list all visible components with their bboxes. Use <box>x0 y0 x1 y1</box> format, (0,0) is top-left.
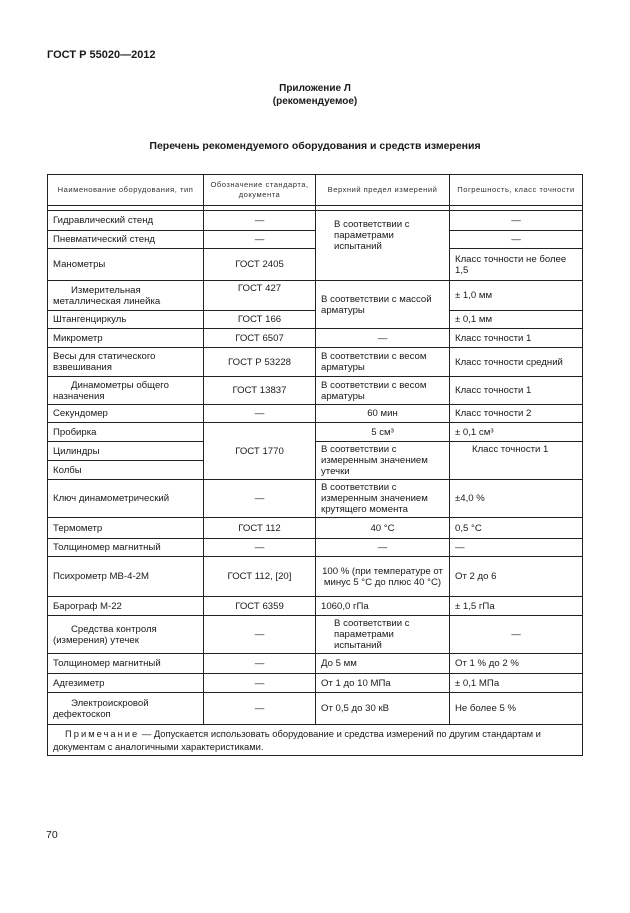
cell-error: — <box>450 231 583 249</box>
cell-designation: ГОСТ 427 <box>204 281 316 311</box>
cell-error: Класс точности средний <box>450 348 583 377</box>
cell-upper-limit: 1060,0 гПа <box>316 597 450 616</box>
cell-error: ± 1,5 гПа <box>450 597 583 616</box>
cell-name: Измерительная металлическая линейка <box>48 281 204 311</box>
table-row <box>48 405 583 423</box>
cell-designation: — <box>204 231 316 249</box>
cell-upper-limit: В соответствии с измеренным значением утечки <box>316 442 450 480</box>
header-error: Погрешность, класс точности <box>450 175 583 206</box>
cell-error: — <box>450 539 583 557</box>
table-row <box>48 442 583 461</box>
cell-upper-limit: — <box>316 329 450 348</box>
cell-name: Психрометр МВ-4-2М <box>48 557 204 597</box>
table-row <box>48 348 583 377</box>
cell-error: Класс точности 1 <box>450 377 583 405</box>
cell-upper-limit: От 1 до 10 МПа <box>316 674 450 693</box>
cell-error: — <box>450 616 583 654</box>
cell-upper-limit: 60 мин <box>316 405 450 423</box>
cell-upper-limit: До 5 мм <box>316 654 450 674</box>
cell-error: Не более 5 % <box>450 693 583 725</box>
cell-designation: ГОСТ 166 <box>204 311 316 329</box>
table-row <box>48 597 583 616</box>
table-row <box>48 616 583 654</box>
table-row <box>48 693 583 725</box>
cell-error: Класс точности 1 <box>450 442 583 480</box>
table-note-row <box>48 725 583 756</box>
cell-name: Микрометр <box>48 329 204 348</box>
cell-name: Адгезиметр <box>48 674 204 693</box>
header-upper-limit: Верхний предел измерений <box>316 175 450 206</box>
cell-upper-limit: От 0,5 до 30 кВ <box>316 693 450 725</box>
cell-upper-limit: В соответствии с параметрами испытаний <box>316 211 450 281</box>
table-row <box>48 423 583 442</box>
cell-name: Пневматический стенд <box>48 231 204 249</box>
table-row <box>48 539 583 557</box>
cell-error: ±4,0 % <box>450 480 583 518</box>
cell-error: ± 0,1 см³ <box>450 423 583 442</box>
cell-error: От 1 % до 2 % <box>450 654 583 674</box>
cell-upper-limit: В соответствии с весом арматуры <box>316 348 450 377</box>
table-row <box>48 654 583 674</box>
cell-name: Ключ динамометрический <box>48 480 204 518</box>
cell-name: Весы для статического взвешивания <box>48 348 204 377</box>
cell-name: Толщиномер магнитный <box>48 539 204 557</box>
cell-designation: — <box>204 539 316 557</box>
cell-upper-limit: 40 °С <box>316 518 450 539</box>
table-row <box>48 377 583 405</box>
table-row <box>48 249 583 281</box>
cell-designation: — <box>204 211 316 231</box>
cell-designation: ГОСТ 13837 <box>204 377 316 405</box>
note-text: — Допускается использовать оборудование и средства измерений по другим стандартам и документам с аналогичными характеристиками. <box>53 728 541 752</box>
table-row <box>48 557 583 597</box>
cell-upper-limit: В соответствии с весом арматуры <box>316 377 450 405</box>
cell-name: Цилиндры <box>48 442 204 461</box>
table-note <box>48 725 583 756</box>
cell-designation: ГОСТ Р 53228 <box>204 348 316 377</box>
cell-upper-limit: 100 % (при температуре от минус 5 °С до плюс 40 °С) <box>316 557 450 597</box>
equipment-table <box>47 174 583 756</box>
document-title: Перечень рекомендуемого оборудования и средств измерения <box>149 140 481 152</box>
cell-error: Класс точности 1 <box>450 329 583 348</box>
table-row <box>48 211 583 231</box>
cell-designation: ГОСТ 112 <box>204 518 316 539</box>
appendix-subtitle: (рекомендуемое) <box>272 96 358 107</box>
cell-error: 0,5 °С <box>450 518 583 539</box>
cell-name: Манометры <box>48 249 204 281</box>
header-name: Наименование оборудования, тип <box>48 175 204 206</box>
table-row <box>48 281 583 311</box>
cell-error: ± 0,1 мм <box>450 311 583 329</box>
cell-designation: ГОСТ 112, [20] <box>204 557 316 597</box>
cell-name: Секундомер <box>48 405 204 423</box>
cell-designation: — <box>204 654 316 674</box>
cell-name: Колбы <box>48 461 204 480</box>
cell-error: Класс точности не более 1,5 <box>450 249 583 281</box>
table-row <box>48 480 583 518</box>
appendix-title: Приложение Л <box>279 83 351 94</box>
cell-designation: — <box>204 674 316 693</box>
cell-designation: — <box>204 405 316 423</box>
table-row <box>48 311 583 329</box>
cell-name: Барограф М-22 <box>48 597 204 616</box>
cell-upper-limit: В соответствии с массой арматуры <box>316 281 450 329</box>
table-row <box>48 674 583 693</box>
page-number: 70 <box>46 829 58 841</box>
cell-name: Штангенциркуль <box>48 311 204 329</box>
cell-upper-limit: 5 см³ <box>316 423 450 442</box>
table-header-row <box>48 175 583 206</box>
cell-upper-limit: В соответствии с параметрами испытаний <box>316 616 450 654</box>
table-row <box>48 329 583 348</box>
cell-name: Пробирка <box>48 423 204 442</box>
cell-designation: ГОСТ 6507 <box>204 329 316 348</box>
header-designation: Обозначение стандарта, документа <box>204 175 316 206</box>
table-row <box>48 518 583 539</box>
cell-error: — <box>450 211 583 231</box>
cell-designation: ГОСТ 2405 <box>204 249 316 281</box>
cell-designation: — <box>204 693 316 725</box>
cell-designation: ГОСТ 6359 <box>204 597 316 616</box>
cell-name: Толщиномер магнитный <box>48 654 204 674</box>
cell-designation: — <box>204 480 316 518</box>
cell-name: Термометр <box>48 518 204 539</box>
cell-name: Электроискровой дефектоскоп <box>48 693 204 725</box>
cell-designation: — <box>204 616 316 654</box>
cell-error: ± 1,0 мм <box>450 281 583 311</box>
appendix-heading <box>0 82 630 108</box>
cell-error: От 2 до 6 <box>450 557 583 597</box>
cell-name: Динамометры общего назначения <box>48 377 204 405</box>
table-row <box>48 231 583 249</box>
cell-name: Средства контроля (измерения) утечек <box>48 616 204 654</box>
cell-error: Класс точности 2 <box>450 405 583 423</box>
document-code: ГОСТ Р 55020—2012 <box>47 49 156 61</box>
cell-name: Гидравлический стенд <box>48 211 204 231</box>
cell-error: ± 0,1 МПа <box>450 674 583 693</box>
cell-upper-limit: — <box>316 539 450 557</box>
cell-designation: ГОСТ 1770 <box>204 423 316 480</box>
note-label: Примечание <box>65 728 140 739</box>
cell-upper-limit: В соответствии с измеренным значением крутящего момента <box>316 480 450 518</box>
